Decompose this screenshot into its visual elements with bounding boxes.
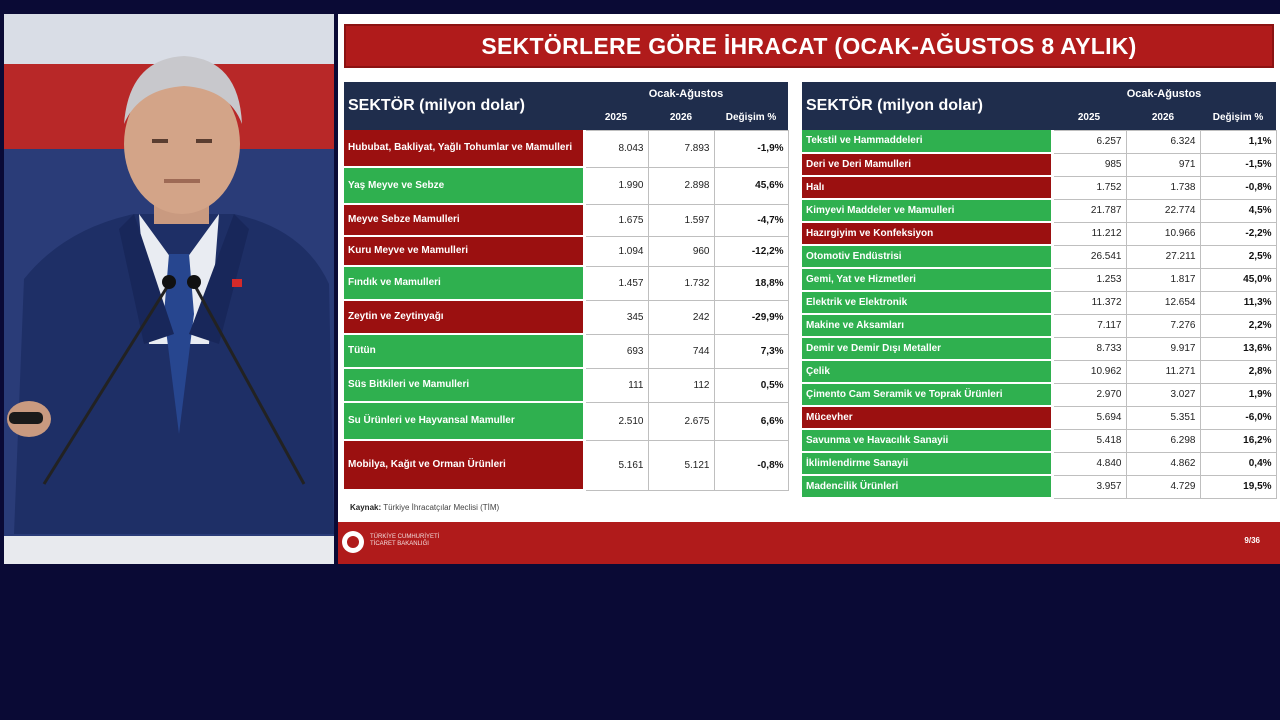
change-percent: 2,5% xyxy=(1200,245,1276,268)
value-2026: 27.211 xyxy=(1126,245,1200,268)
change-percent: 13,6% xyxy=(1200,337,1276,360)
speaker-figure xyxy=(4,14,334,564)
sector-name: Gemi, Yat ve Hizmetleri xyxy=(802,268,1052,291)
value-2026: 12.654 xyxy=(1126,291,1200,314)
value-2025: 2.510 xyxy=(584,402,648,440)
sector-name: Süs Bitkileri ve Mamulleri xyxy=(344,368,584,402)
table-row xyxy=(802,429,1276,452)
value-2026: 6.324 xyxy=(1126,130,1200,153)
value-2026: 1.817 xyxy=(1126,268,1200,291)
sector-name: Meyve Sebze Mamulleri xyxy=(344,204,584,236)
change-percent: 0,4% xyxy=(1200,452,1276,475)
change-percent: -29,9% xyxy=(714,300,788,334)
table-row xyxy=(802,176,1276,199)
table-row xyxy=(802,245,1276,268)
right-header-change: Değişim % xyxy=(1200,106,1276,130)
value-2026: 9.917 xyxy=(1126,337,1200,360)
value-2026: 4.862 xyxy=(1126,452,1200,475)
sector-name: Madencilik Ürünleri xyxy=(802,475,1052,498)
top-letterbox xyxy=(0,0,1280,12)
sector-name: Deri ve Deri Mamulleri xyxy=(802,153,1052,176)
ministry-name: TÜRKİYE CUMHURİYETİ TİCARET BAKANLIĞI xyxy=(370,534,440,547)
change-percent: -4,7% xyxy=(714,204,788,236)
value-2025: 4.840 xyxy=(1052,452,1126,475)
sector-name: Makine ve Aksamları xyxy=(802,314,1052,337)
value-2026: 960 xyxy=(648,236,714,266)
value-2026: 971 xyxy=(1126,153,1200,176)
value-2026: 744 xyxy=(648,334,714,368)
sector-name: Çimento Cam Seramik ve Toprak Ürünleri xyxy=(802,383,1052,406)
value-2026: 1.597 xyxy=(648,204,714,236)
change-percent: -1,9% xyxy=(714,130,788,167)
sector-name: Fındık ve Mamulleri xyxy=(344,266,584,300)
left-header-2026: 2026 xyxy=(648,106,714,130)
sector-name: Mücevher xyxy=(802,406,1052,429)
table-row xyxy=(802,452,1276,475)
sector-name: Çelik xyxy=(802,360,1052,383)
change-percent: 6,6% xyxy=(714,402,788,440)
table-row xyxy=(344,300,788,334)
change-percent: -2,2% xyxy=(1200,222,1276,245)
change-percent: -6,0% xyxy=(1200,406,1276,429)
table-row xyxy=(802,291,1276,314)
left-header-2025: 2025 xyxy=(584,106,648,130)
value-2026: 2.675 xyxy=(648,402,714,440)
value-2026: 3.027 xyxy=(1126,383,1200,406)
table-row xyxy=(344,368,788,402)
change-percent: 16,2% xyxy=(1200,429,1276,452)
value-2026: 10.966 xyxy=(1126,222,1200,245)
presentation-slide xyxy=(338,14,1280,564)
left-header-change: Değişim % xyxy=(714,106,788,130)
table-row xyxy=(802,383,1276,406)
speaker-video-panel xyxy=(4,14,334,564)
page-number: 9/36 xyxy=(1244,536,1260,545)
value-2025: 5.161 xyxy=(584,440,648,490)
table-row xyxy=(344,204,788,236)
table-row xyxy=(344,130,788,167)
value-2026: 242 xyxy=(648,300,714,334)
sector-name: Tekstil ve Hammaddeleri xyxy=(802,130,1052,153)
value-2025: 1.752 xyxy=(1052,176,1126,199)
sector-name: Yaş Meyve ve Sebze xyxy=(344,167,584,204)
value-2026: 112 xyxy=(648,368,714,402)
left-sector-table xyxy=(344,82,789,491)
value-2025: 1.457 xyxy=(584,266,648,300)
value-2025: 1.253 xyxy=(1052,268,1126,291)
value-2025: 3.957 xyxy=(1052,475,1126,498)
change-percent: 2,2% xyxy=(1200,314,1276,337)
sector-name: Zeytin ve Zeytinyağı xyxy=(344,300,584,334)
table-row xyxy=(344,167,788,204)
table-row xyxy=(802,314,1276,337)
change-percent: 4,5% xyxy=(1200,199,1276,222)
sector-name: Otomotiv Endüstrisi xyxy=(802,245,1052,268)
change-percent: 45,6% xyxy=(714,167,788,204)
sector-name: Kuru Meyve ve Mamulleri xyxy=(344,236,584,266)
change-percent: 19,5% xyxy=(1200,475,1276,498)
table-row xyxy=(802,406,1276,429)
right-header-sector: SEKTÖR (milyon dolar) xyxy=(802,82,1052,130)
podium-edge xyxy=(4,536,334,564)
value-2025: 1.990 xyxy=(584,167,648,204)
change-percent: -0,8% xyxy=(1200,176,1276,199)
value-2026: 7.276 xyxy=(1126,314,1200,337)
change-percent: -12,2% xyxy=(714,236,788,266)
value-2025: 345 xyxy=(584,300,648,334)
value-2026: 2.898 xyxy=(648,167,714,204)
source-label: Kaynak: xyxy=(350,503,382,512)
table-row xyxy=(802,199,1276,222)
table-row xyxy=(802,222,1276,245)
value-2026: 5.351 xyxy=(1126,406,1200,429)
value-2026: 5.121 xyxy=(648,440,714,490)
change-percent: 45,0% xyxy=(1200,268,1276,291)
value-2025: 111 xyxy=(584,368,648,402)
sector-name: Elektrik ve Elektronik xyxy=(802,291,1052,314)
table-row xyxy=(344,266,788,300)
sector-name: İklimlendirme Sanayii xyxy=(802,452,1052,475)
sector-name: Mobilya, Kağıt ve Orman Ürünleri xyxy=(344,440,584,490)
sector-name: Demir ve Demir Dışı Metaller xyxy=(802,337,1052,360)
value-2026: 7.893 xyxy=(648,130,714,167)
ministry-logo-icon xyxy=(342,531,364,553)
value-2025: 10.962 xyxy=(1052,360,1126,383)
table-row xyxy=(802,337,1276,360)
sector-name: Hububat, Bakliyat, Yağlı Tohumlar ve Mamulleri xyxy=(344,130,584,167)
source-note xyxy=(350,503,499,512)
change-percent: 11,3% xyxy=(1200,291,1276,314)
sector-name: Halı xyxy=(802,176,1052,199)
table-row xyxy=(802,268,1276,291)
source-text: Türkiye İhracatçılar Meclisi (TİM) xyxy=(383,503,500,512)
value-2025: 26.541 xyxy=(1052,245,1126,268)
value-2025: 1.094 xyxy=(584,236,648,266)
change-percent: 7,3% xyxy=(714,334,788,368)
sector-name: Savunma ve Havacılık Sanayii xyxy=(802,429,1052,452)
value-2026: 1.732 xyxy=(648,266,714,300)
sector-name: Su Ürünleri ve Hayvansal Mamuller xyxy=(344,402,584,440)
change-percent: 1,1% xyxy=(1200,130,1276,153)
value-2025: 5.418 xyxy=(1052,429,1126,452)
sector-name: Kimyevi Maddeler ve Mamulleri xyxy=(802,199,1052,222)
table-row xyxy=(344,334,788,368)
value-2025: 2.970 xyxy=(1052,383,1126,406)
table-row xyxy=(344,402,788,440)
value-2026: 22.774 xyxy=(1126,199,1200,222)
change-percent: 1,9% xyxy=(1200,383,1276,406)
left-header-sector: SEKTÖR (milyon dolar) xyxy=(344,82,584,130)
table-row xyxy=(802,360,1276,383)
table-row xyxy=(802,130,1276,153)
value-2025: 8.043 xyxy=(584,130,648,167)
sector-name: Hazırgiyim ve Konfeksiyon xyxy=(802,222,1052,245)
value-2026: 4.729 xyxy=(1126,475,1200,498)
value-2025: 7.117 xyxy=(1052,314,1126,337)
value-2025: 11.212 xyxy=(1052,222,1126,245)
value-2025: 6.257 xyxy=(1052,130,1126,153)
table-row xyxy=(802,475,1276,498)
right-header-period: Ocak-Ağustos xyxy=(1052,82,1276,106)
right-sector-table xyxy=(802,82,1277,499)
change-percent: 2,8% xyxy=(1200,360,1276,383)
left-header-period: Ocak-Ağustos xyxy=(584,82,788,106)
change-percent: -0,8% xyxy=(714,440,788,490)
table-row xyxy=(802,153,1276,176)
value-2026: 1.738 xyxy=(1126,176,1200,199)
value-2025: 693 xyxy=(584,334,648,368)
right-header-2025: 2025 xyxy=(1052,106,1126,130)
table-row xyxy=(344,440,788,490)
value-2026: 11.271 xyxy=(1126,360,1200,383)
slide-title: SEKTÖRLERE GÖRE İHRACAT (OCAK-AĞUSTOS 8 AYLIK) xyxy=(344,24,1274,68)
slide-footer xyxy=(338,522,1280,564)
value-2026: 6.298 xyxy=(1126,429,1200,452)
value-2025: 1.675 xyxy=(584,204,648,236)
change-percent: -1,5% xyxy=(1200,153,1276,176)
change-percent: 0,5% xyxy=(714,368,788,402)
table-row xyxy=(344,236,788,266)
value-2025: 5.694 xyxy=(1052,406,1126,429)
change-percent: 18,8% xyxy=(714,266,788,300)
value-2025: 8.733 xyxy=(1052,337,1126,360)
value-2025: 21.787 xyxy=(1052,199,1126,222)
sector-name: Tütün xyxy=(344,334,584,368)
value-2025: 985 xyxy=(1052,153,1126,176)
right-header-2026: 2026 xyxy=(1126,106,1200,130)
value-2025: 11.372 xyxy=(1052,291,1126,314)
